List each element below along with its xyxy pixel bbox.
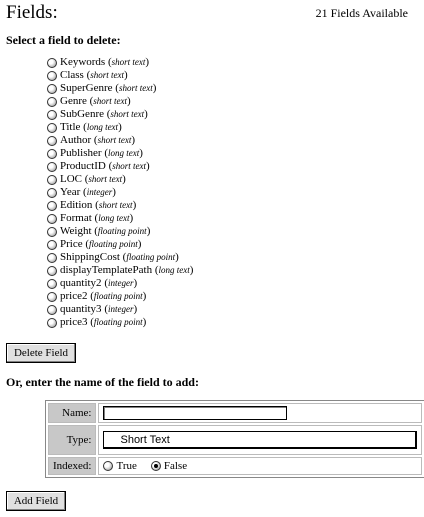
field-option[interactable]: [47, 290, 193, 303]
field-name: displayTemplatePath: [60, 264, 153, 276]
paren-close: ): [132, 199, 137, 211]
field-option[interactable]: [47, 225, 193, 238]
field-radio[interactable]: [47, 279, 57, 289]
field-type: floating point: [97, 226, 147, 236]
field-type: short text: [111, 57, 146, 67]
field-name: Keywords: [60, 56, 106, 68]
field-radio[interactable]: [47, 318, 57, 328]
paren-close: ): [152, 82, 157, 94]
field-type: long text: [107, 148, 140, 158]
paren-open: (: [105, 56, 112, 68]
indexed-label: Indexed:: [48, 457, 96, 475]
paren-close: ): [129, 212, 134, 224]
paren-open: (: [91, 225, 98, 237]
field-type: short text: [112, 161, 146, 171]
field-radio[interactable]: [47, 162, 57, 172]
field-type: short text: [97, 135, 132, 145]
delete-field-button[interactable]: Delete Field: [6, 343, 76, 363]
field-name: SubGenre: [60, 108, 104, 120]
field-radio[interactable]: [47, 201, 57, 211]
paren-open: (: [105, 160, 113, 172]
paren-open: (: [104, 108, 111, 120]
field-option[interactable]: [47, 316, 193, 329]
field-option[interactable]: [47, 121, 193, 134]
paren-close: ): [175, 251, 179, 263]
field-radio[interactable]: [47, 240, 57, 250]
paren-open: (: [87, 290, 94, 302]
field-type: short text: [118, 83, 153, 93]
field-option[interactable]: [47, 277, 193, 290]
field-name: ShippingCost: [60, 251, 120, 263]
add-heading: Or, enter the name of the field to add:: [6, 375, 199, 389]
field-type: integer: [107, 304, 134, 314]
paren-close: ): [122, 173, 126, 185]
paren-close: ): [144, 108, 148, 120]
indexed-false-label: False: [163, 460, 188, 472]
indexed-false-option[interactable]: [151, 460, 187, 472]
field-option[interactable]: [47, 212, 193, 225]
field-name: Author: [60, 134, 92, 146]
field-name: Format: [60, 212, 92, 224]
field-type: short text: [90, 70, 125, 80]
add-field-form: [45, 400, 424, 478]
field-name: ProductID: [60, 160, 106, 172]
field-option[interactable]: [47, 56, 193, 69]
field-type: long text: [86, 122, 119, 132]
paren-close: ): [131, 134, 136, 146]
field-name-input[interactable]: [103, 406, 287, 420]
field-option[interactable]: [47, 264, 193, 277]
field-name: price2: [60, 290, 88, 302]
field-name: Publisher: [60, 147, 102, 159]
type-cell: [98, 425, 422, 455]
paren-close: ): [146, 225, 151, 237]
field-option[interactable]: [47, 173, 193, 186]
field-radio[interactable]: [47, 292, 57, 302]
name-cell: [98, 403, 422, 423]
type-label: Type:: [48, 425, 96, 455]
field-option[interactable]: [47, 186, 193, 199]
field-option[interactable]: [47, 134, 193, 147]
paren-open: (: [82, 238, 90, 250]
indexed-true-option[interactable]: [103, 460, 136, 472]
field-option[interactable]: [47, 82, 193, 95]
fields-available-count: 21 Fields Available: [315, 6, 408, 20]
paren-open: (: [80, 121, 87, 133]
field-type: short text: [93, 96, 128, 106]
paren-open: (: [112, 82, 119, 94]
field-option[interactable]: [47, 95, 193, 108]
paren-close: ): [112, 186, 116, 198]
field-type: integer: [86, 187, 113, 197]
field-radio[interactable]: [47, 123, 57, 133]
field-radio[interactable]: [47, 110, 57, 120]
paren-open: (: [92, 199, 99, 211]
delete-heading: Select a field to delete:: [6, 33, 121, 47]
paren-close: ): [139, 147, 143, 159]
field-name: LOC: [60, 173, 82, 185]
field-option[interactable]: [47, 238, 193, 251]
field-radio[interactable]: [47, 175, 57, 185]
indexed-false-radio[interactable]: [151, 461, 161, 471]
paren-open: (: [87, 316, 94, 328]
paren-close: ): [142, 290, 147, 302]
field-type-select[interactable]: Short Text: [103, 431, 417, 449]
indexed-true-radio[interactable]: [103, 461, 113, 471]
paren-open: (: [82, 173, 89, 185]
field-radio[interactable]: [47, 253, 57, 263]
field-radio[interactable]: [47, 227, 57, 237]
field-radio[interactable]: [47, 97, 57, 107]
field-type: floating point: [126, 252, 176, 262]
field-name: Genre: [60, 95, 87, 107]
paren-open: (: [91, 212, 99, 224]
field-name: Price: [60, 238, 83, 250]
field-name: quantity3: [60, 303, 102, 315]
field-name: Edition: [60, 199, 93, 211]
field-list: [47, 56, 193, 329]
field-option[interactable]: [47, 251, 193, 264]
field-type: long text: [98, 213, 130, 223]
field-name: Year: [60, 186, 81, 198]
paren-open: (: [101, 277, 108, 289]
paren-close: ): [189, 264, 194, 276]
field-radio[interactable]: [47, 84, 57, 94]
paren-open: (: [101, 303, 108, 315]
field-radio[interactable]: [47, 188, 57, 198]
field-name: Class: [60, 69, 84, 81]
field-type: integer: [107, 278, 134, 288]
field-radio[interactable]: [47, 266, 57, 276]
name-label: Name:: [48, 403, 96, 423]
field-option[interactable]: [47, 199, 193, 212]
field-type: short text: [88, 174, 123, 184]
field-option[interactable]: [47, 108, 193, 121]
page-title: Fields:: [6, 2, 58, 23]
paren-close: ): [142, 316, 147, 328]
field-name: price3: [60, 316, 88, 328]
field-option[interactable]: [47, 69, 193, 82]
field-option[interactable]: [47, 303, 193, 316]
field-name: quantity2: [60, 277, 102, 289]
field-type: floating point: [93, 291, 143, 301]
paren-close: ): [127, 95, 131, 107]
field-radio[interactable]: [47, 214, 57, 224]
field-option[interactable]: [47, 160, 193, 173]
field-type: short text: [98, 200, 133, 210]
field-type: short text: [110, 109, 145, 119]
paren-close: ): [137, 238, 142, 250]
field-radio[interactable]: [47, 71, 57, 81]
field-radio[interactable]: [47, 305, 57, 315]
paren-open: (: [119, 251, 127, 263]
field-name: Weight: [60, 225, 92, 237]
paren-close: ): [146, 160, 150, 172]
field-option[interactable]: [47, 147, 193, 160]
paren-close: ): [124, 69, 128, 81]
paren-close: ): [145, 56, 150, 68]
paren-open: (: [152, 264, 159, 276]
paren-open: (: [101, 147, 108, 159]
field-radio[interactable]: [47, 136, 57, 146]
field-name: Title: [60, 121, 81, 133]
field-type: long text: [158, 265, 190, 275]
indexed-cell: [98, 457, 422, 475]
paren-open: (: [80, 186, 87, 198]
field-name: SuperGenre: [60, 82, 113, 94]
field-type: floating point: [93, 317, 143, 327]
paren-close: ): [133, 303, 138, 315]
paren-close: ): [118, 121, 122, 133]
field-radio[interactable]: [47, 58, 57, 68]
field-radio[interactable]: [47, 149, 57, 159]
add-field-button[interactable]: Add Field: [6, 491, 66, 511]
paren-close: ): [133, 277, 138, 289]
paren-open: (: [83, 69, 91, 81]
paren-open: (: [86, 95, 94, 107]
field-type: floating point: [89, 239, 138, 249]
indexed-true-label: True: [116, 460, 137, 472]
paren-open: (: [91, 134, 98, 146]
